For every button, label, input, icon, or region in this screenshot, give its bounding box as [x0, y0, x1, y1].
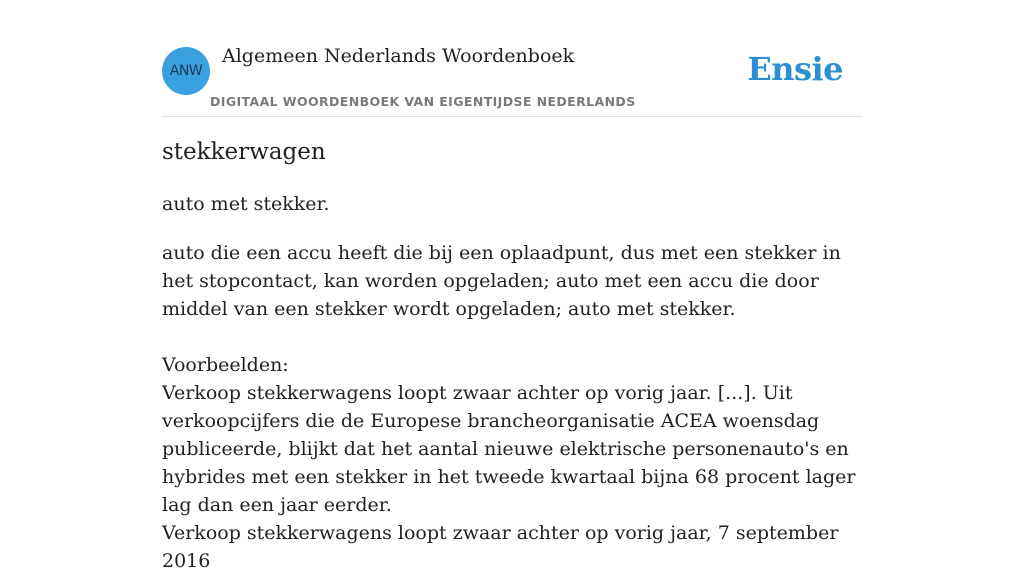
examples-label: Voorbeelden:	[162, 354, 289, 376]
long-definition: auto die een accu heeft die bij een oplaadpunt, dus met een stekker in het stopcontact, kan worden opgeladen; auto met een accu die door middel van een stekker wordt opgeladen; auto met stekker.	[162, 242, 841, 320]
ensie-brand-link[interactable]: Ensie	[747, 50, 843, 88]
short-definition: auto met stekker.	[162, 193, 330, 215]
content-container	[162, 0, 862, 572]
anw-logo[interactable]: ANW	[162, 47, 210, 95]
site-header	[162, 0, 862, 117]
example-source: Verkoop stekkerwagens loopt zwaar achter op vorig jaar, 7 september 2016	[162, 522, 839, 572]
examples-section	[162, 351, 862, 575]
example-text: Verkoop stekkerwagens loopt zwaar achter op vorig jaar. [...]. Uit verkoopcijfers die de Europese brancheorganisatie ACEA woensdag publiceerde, blijkt dat het aantal nieuwe elektrische personenauto's en hybrides met een stekker in het tweede kwartaal bijna 68 procent lager lag dan een jaar eerder.	[162, 382, 856, 516]
dictionary-subtitle: DIGITAAL WOORDENBOEK VAN EIGENTIJDSE NEDERLANDS	[210, 94, 636, 109]
dictionary-title[interactable]: Algemeen Nederlands Woordenboek	[222, 45, 575, 67]
entry-headword: stekkerwagen	[162, 139, 326, 165]
